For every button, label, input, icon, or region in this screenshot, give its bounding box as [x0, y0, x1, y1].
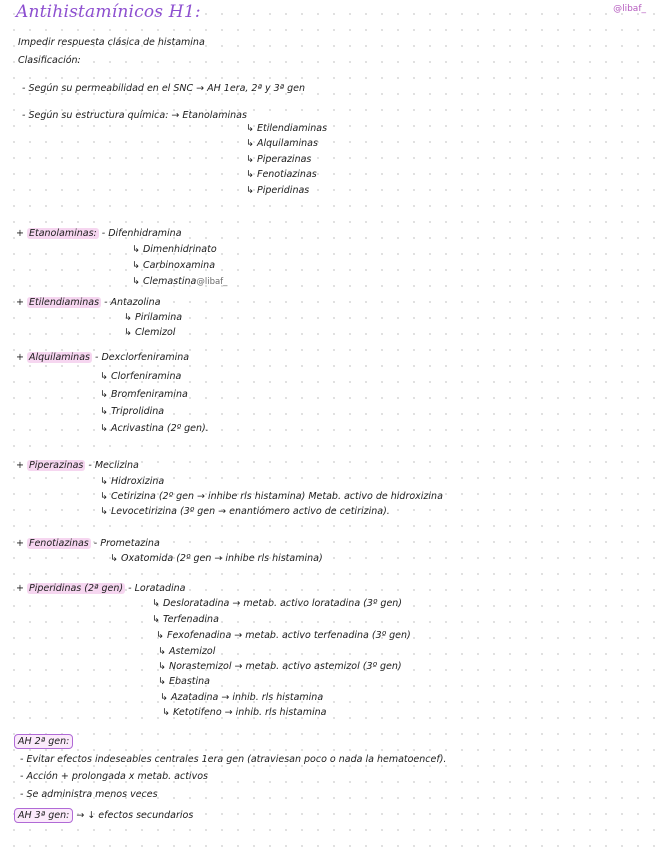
group-heading: + Piperazinas - Meclizina [16, 460, 139, 471]
drug-item: ↳ Triprolidina [100, 406, 165, 417]
group-label: Alquilaminas [28, 352, 90, 363]
drug-item: - Meclizina [88, 460, 139, 471]
second-gen-label: AH 2ª gen: [14, 734, 73, 749]
structure-group-item: ↳ Piperidinas [246, 185, 310, 196]
structure-group-item: ↳ Alquilaminas [246, 138, 318, 149]
page-title: Antihistamínicos H1: [16, 2, 201, 22]
drug-item: - Antazolina [104, 297, 161, 308]
group-label: Piperazinas [28, 460, 84, 471]
drug-item: ↳ Acrivastina (2º gen). [100, 423, 209, 434]
drug-item: - Prometazina [93, 538, 160, 549]
group-label: Etanolaminas: [28, 228, 97, 239]
watermark: @libaf_ [196, 277, 228, 287]
group-heading: + Etilendiaminas - Antazolina [16, 297, 161, 308]
group-heading: + Etanolaminas: - Difenhidramina [16, 228, 182, 239]
drug-item: ↳ Cetirizina (2º gen → inhibe rls histamina) Metab. activo de hidroxizina [100, 491, 443, 502]
group-heading: + Alquilaminas - Dexclorfeniramina [16, 352, 190, 363]
third-gen-note: → ↓ efectos secundarios [76, 810, 194, 821]
third-gen-label: AH 3ª gen: [14, 808, 73, 823]
drug-item: ↳ Terfenadina [152, 614, 219, 625]
drug-item: ↳ Ketotifeno → inhib. rls histamina [162, 707, 327, 718]
classification-structure: - Según su estructura química: → Etanolaminas [22, 110, 247, 121]
drug-item: - Dexclorfeniramina [95, 352, 190, 363]
group-label: Fenotiazinas [28, 538, 89, 549]
drug-item: ↳ Bromfeniramina [100, 389, 188, 400]
drug-item: - Difenhidramina [101, 228, 182, 239]
drug-item: ↳ Levocetirizina (3º gen → enantiómero activo de cetirizina). [100, 506, 390, 517]
third-gen-heading [14, 808, 193, 823]
subtitle-text: Impedir respuesta clásica de histamina [18, 37, 205, 48]
drug-item: ↳ Clorfeniramina [100, 371, 182, 382]
author-handle: @libaf_ [613, 4, 646, 14]
structure-group-item: ↳ Fenotiazinas [246, 169, 317, 180]
drug-item: - Loratadina [128, 583, 186, 594]
drug-item: ↳ Desloratadina → metab. activo loratadina (3º gen) [152, 598, 403, 609]
drug-item: ↳ Carbinoxamina [132, 260, 216, 271]
second-gen-heading [14, 734, 73, 749]
group-label: Etilendiaminas [28, 297, 100, 308]
drug-item: ↳ Fexofenadina → metab. activo terfenadina (3º gen) [156, 630, 411, 641]
group-heading: + Fenotiazinas - Prometazina [16, 538, 160, 549]
group-label: Piperidinas (2ª gen) [28, 583, 124, 594]
drug-item: ↳ Ebastina [158, 676, 210, 687]
second-gen-note: - Evitar efectos indeseables centrales 1era gen (atraviesan poco o nada la hematoencef). [20, 754, 447, 765]
structure-group-item: ↳ Etilendiaminas [246, 123, 328, 134]
second-gen-note: - Acción + prolongada x metab. activos [20, 771, 208, 782]
structure-group-item: ↳ Piperazinas [246, 154, 312, 165]
drug-item: ↳ Oxatomida (2º gen → inhibe rls histamina) [110, 553, 323, 564]
classification-heading: Clasificación: [18, 55, 81, 66]
classification-permeability: - Según su permeabilidad en el SNC → AH 1era, 2ª y 3ª gen [22, 83, 306, 94]
drug-item: ↳ Dimenhidrinato [132, 244, 217, 255]
drug-item: ↳ Hidroxizina [100, 476, 165, 487]
drug-item: ↳ Pirilamina [124, 312, 183, 323]
drug-item: ↳ Clemizol [124, 327, 176, 338]
drug-name: ↳ Clemastina [132, 276, 197, 287]
drug-item: ↳ Norastemizol → metab. activo astemizol (3º gen) [158, 661, 402, 672]
drug-item: ↳ Astemizol [158, 646, 216, 657]
drug-item: ↳ Azatadina → inhib. rls histamina [160, 692, 324, 703]
second-gen-note: - Se administra menos veces [20, 789, 158, 800]
group-heading: + Piperidinas (2ª gen) - Loratadina [16, 583, 186, 594]
drug-item [132, 275, 227, 289]
